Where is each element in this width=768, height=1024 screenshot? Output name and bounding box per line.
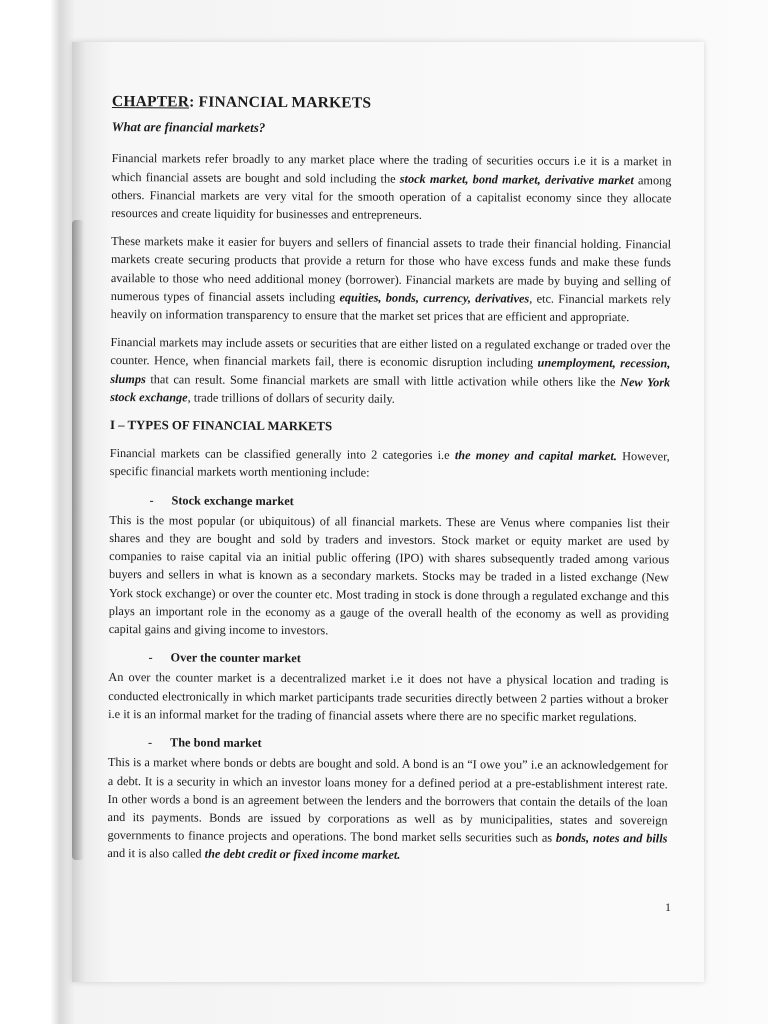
- p3-emphasis-1: unemployment, recession, slumps: [110, 356, 671, 386]
- p4-text-1: Financial markets can be classified generally into 2 categories i.e: [109, 446, 455, 463]
- otc-heading: [148, 649, 668, 670]
- chapter-sep: :: [189, 93, 195, 111]
- p3-text-1: Financial markets may include assets or securities that are either listed on a regulated exchange or traded over the counter. Hence, when financial markets fail, there is economic disruption including: [110, 335, 671, 371]
- p2-emphasis-1: equities, bonds, currency, derivatives: [339, 290, 530, 306]
- bond-emphasis-1: bonds, notes and bills: [555, 830, 668, 846]
- paragraph-4: [110, 444, 670, 484]
- paragraph-2: [111, 232, 672, 326]
- otc-heading-text: Over the counter market: [170, 650, 301, 666]
- bond-emphasis-2: the debt credit or fixed income market.: [204, 846, 401, 863]
- page-edge-shadow: [72, 220, 84, 860]
- p3-emphasis-2: New York stock exchange: [110, 374, 671, 405]
- section-title-types: I – TYPES OF FINANCIAL MARKETS: [109, 418, 333, 434]
- p2-text-1: These markets make it easier for buyers and sellers of financial assets to trade their financial holding. Financial markets create securing products that provide a return for those who have excess funds and make these funds available to those who need additional money (borrower). Financial markets are made by buying and selling of numerous types of financial assets including: [110, 234, 672, 305]
- stock-heading: [149, 491, 669, 512]
- document-content: [107, 93, 672, 876]
- bond-text-2: and it is also called: [107, 846, 205, 861]
- p1-emphasis-1: stock market, bond market, derivative market: [399, 171, 634, 187]
- page-number: 1: [665, 900, 671, 914]
- bond-body: [107, 753, 668, 866]
- bond-heading: [148, 733, 668, 754]
- chapter-title: [112, 93, 672, 115]
- p1-text-1: Financial markets refer broadly to any market place where the trading of securities occurs i.e it is a market in which financial assets are bought and sold including the: [111, 151, 672, 186]
- chapter-label: CHAPTER: [111, 93, 190, 111]
- stock-dash: -: [149, 492, 154, 507]
- p1-text-2: among others. Financial markets are very vital for the smooth operation of a capitalist economy since they allocate resources and create liquidity for businesses and entrepreneurs.: [111, 172, 672, 222]
- paragraph-3: [110, 333, 670, 409]
- paragraph-1: [111, 149, 671, 225]
- bond-text-1: This is a market where bonds or debts are bought and sold. A bond is an “I owe you” i.e an acknowledgement for a debt. It is a security in which an investor loans money for a defined period at a pre-establishment interest rate. In other words a bond is an agreement between the lenders and the borrowers that contain the details of the loan and its payments. Bonds are issued by corporations as well as by municipalities, states and sovereign governments to finance projects and operations. The bond market sells securities such as: [107, 755, 668, 845]
- bond-dash: -: [147, 735, 153, 750]
- p4-emphasis-1: the money and capital market.: [454, 448, 617, 464]
- chapter-name: FINANCIAL MARKETS: [194, 93, 372, 112]
- p4-text-2: However, specific financial markets worth mentioning include:: [109, 449, 670, 481]
- p3-text-3: , trade trillions of dollars of security daily.: [187, 390, 395, 406]
- stock-heading-text: Stock exchange market: [171, 493, 294, 508]
- otc-dash: -: [148, 650, 153, 665]
- otc-body: An over the counter market is a decentralized market i.e it does not have a physical location and trading is conducted electronically in which market participants trade securities directly between 2 parties without a broker i.e it is an informal market for the trading of financial assets where there are no specific market regulations.: [108, 670, 669, 725]
- p2-text-2: , etc. Financial markets rely heavily on information transparency to ensure that the market set prices that are efficient and appropriate.: [110, 291, 671, 325]
- bond-heading-text: The bond market: [169, 735, 262, 751]
- p3-text-2: that can result. Some financial markets are small with little activation while others like the: [145, 371, 621, 389]
- stock-body: This is the most popular (or ubiquitous) of all financial markets. These are Venus where companies list their shares and they are bought and sold by traders and investors. Stock market or equity market are used by companies to raise capital via an initial public offering (IPO) with shares subsequently traded among various buyers and sellers in what is known as a secondary markets. Stocks may be traded in a listed exchange (New York stock exchange) or over the counter etc. Most trading in stock is done through a regulated exchange and this plays an important role in the economy as a gauge of the overall health of the economy as well as providing capital gains and giving income to investors.: [108, 512, 670, 638]
- question-heading: What are financial markets?: [111, 119, 266, 136]
